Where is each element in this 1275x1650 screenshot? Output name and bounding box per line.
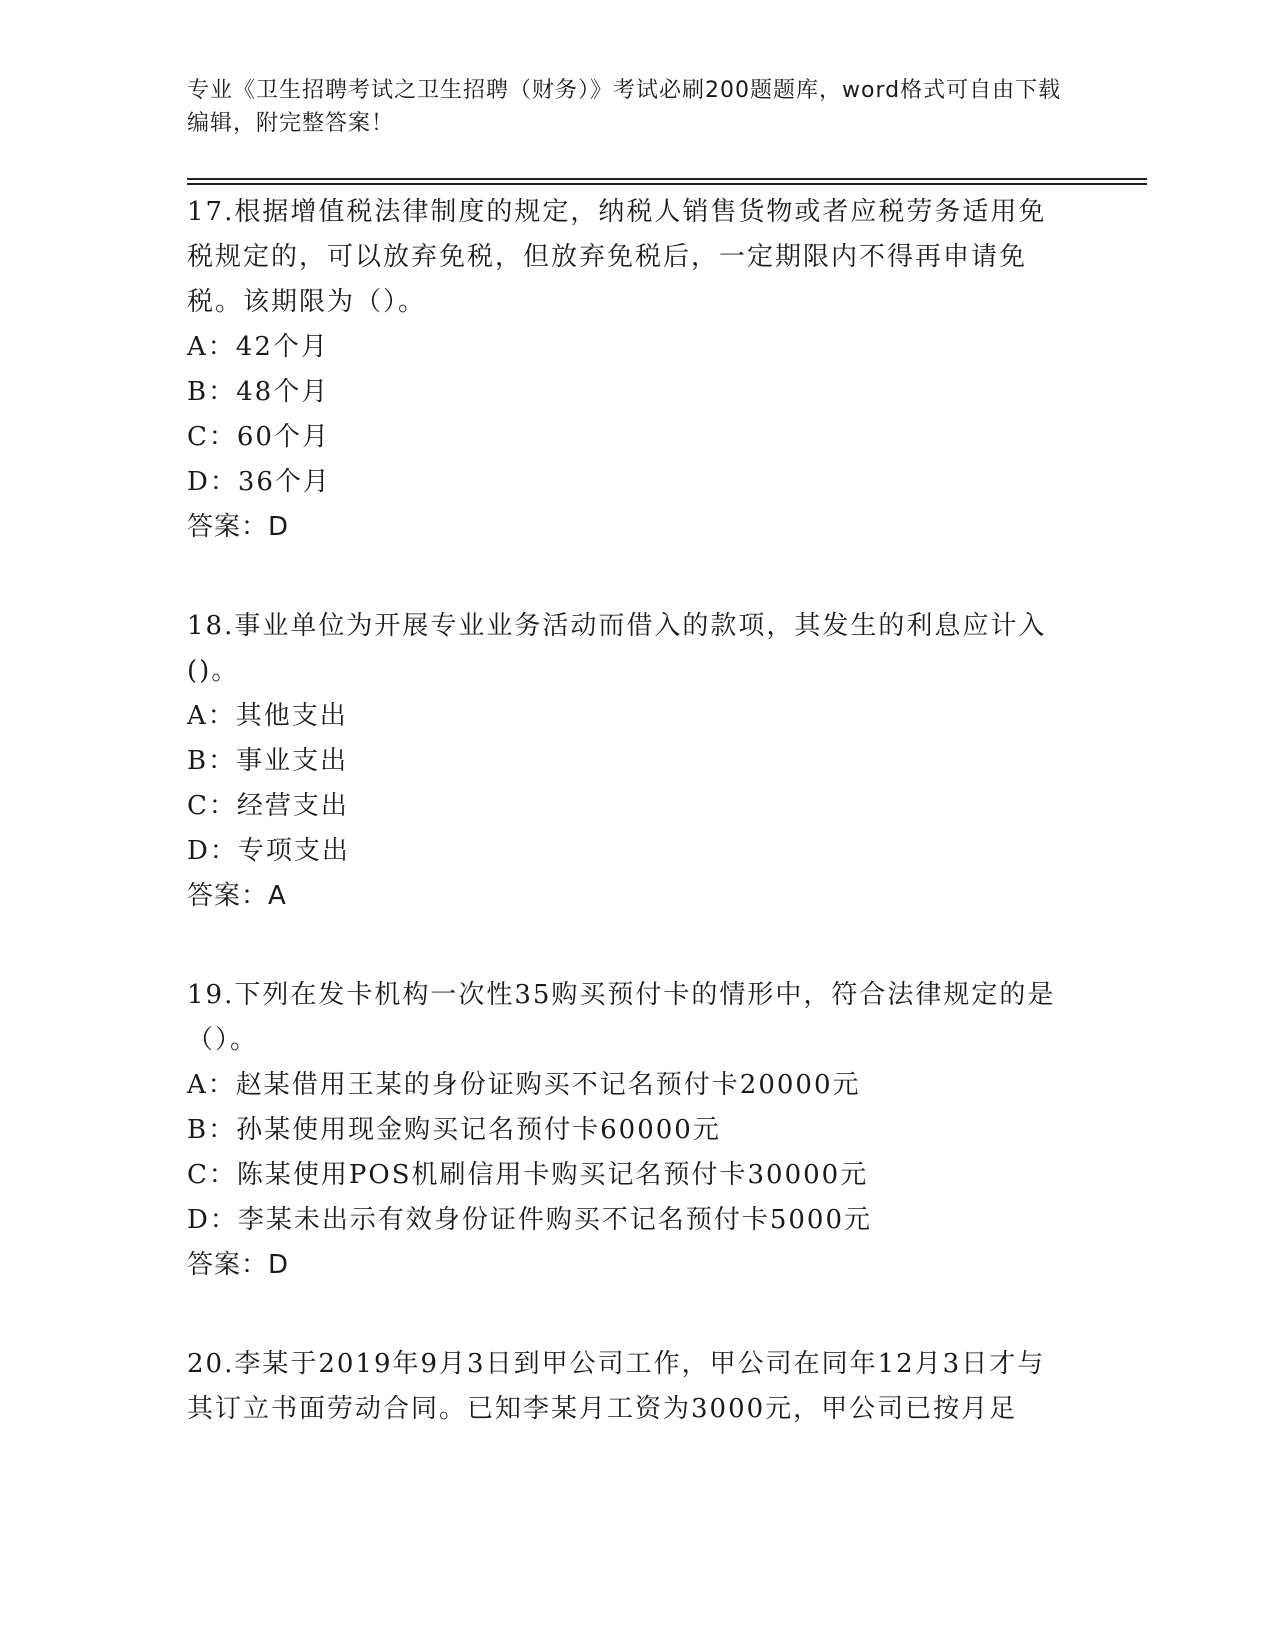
question-17 [187,190,1067,550]
question-stem: 20.李某于2019年9月3日到甲公司工作，甲公司在同年12月3日才与其订立书面劳动合同。已知李某月工资为3000元，甲公司已按月足 [187,1349,1046,1424]
header-divider-top [187,178,1147,180]
option-c: C：经营支出 [187,791,349,821]
option-d: D：专项支出 [187,836,350,866]
option-a: A：其他支出 [187,701,348,731]
option-b: B：48个月 [187,377,330,407]
question-stem: 19.下列在发卡机构一次性35购买预付卡的情形中，符合法律规定的是（）。 [187,980,1056,1055]
document-header: 专业《卫生招聘考试之卫生招聘（财务）》考试必刷200题题库，word格式可自由下载编辑，附完整答案！ [187,78,1062,136]
header-divider-bottom [187,183,1147,185]
question-18 [187,604,1067,919]
question-20 [187,1342,1067,1432]
answer-line: 答案：D [187,1250,290,1280]
option-a: A：42个月 [187,332,329,362]
question-stem: 17.根据增值税法律制度的规定，纳税人销售货物或者应税劳务适用免税规定的，可以放弃免税，但放弃免税后，一定期限内不得再申请免税。该期限为（）。 [187,197,1047,317]
question-stem: 18.事业单位为开展专业业务活动而借入的款项，其发生的利息应计入()。 [187,611,1047,686]
answer-line: 答案：D [187,512,290,542]
question-19 [187,973,1067,1288]
option-c: C：陈某使用POS机刷信用卡购买记名预付卡30000元 [187,1160,869,1190]
option-b: B：事业支出 [187,746,349,776]
question-list [187,190,1067,1486]
option-a: A：赵某借用王某的身份证购买不记名预付卡20000元 [187,1070,861,1100]
option-c: C：60个月 [187,422,330,452]
answer-line: 答案：A [187,881,287,911]
option-b: B：孙某使用现金购买记名预付卡60000元 [187,1115,721,1145]
option-d: D：36个月 [187,467,331,497]
option-d: D：李某未出示有效身份证件购买不记名预付卡5000元 [187,1205,873,1235]
